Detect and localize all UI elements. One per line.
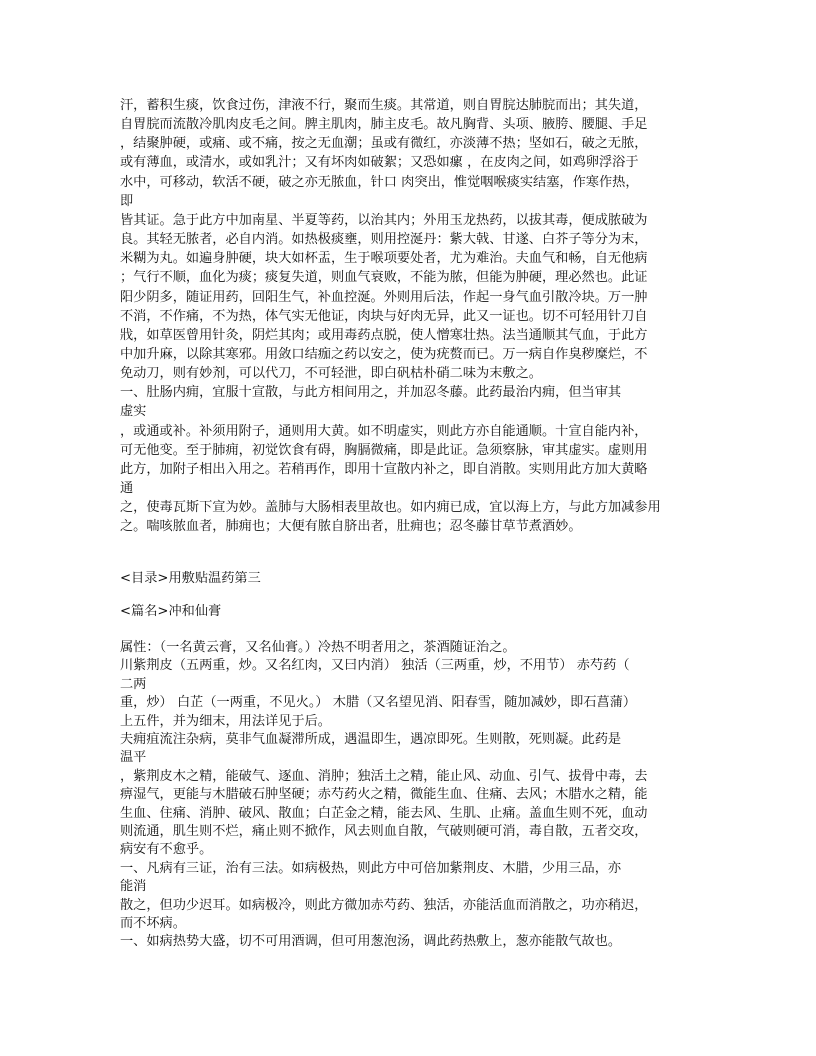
text-line: 米糊为丸。如遍身肿硬，块大如杯盂，生于喉项要处者，尤为难治。夫血气和畅，自无他病	[120, 251, 648, 267]
text-line: 阳少阴多，随证用药，回阳生气，补血控涎。外则用后法，作起一身气血引散冷块。万一肿	[120, 289, 648, 305]
text-line: 散之，但功少迟耳。如病极冷，则此方微加赤芍药、独活，亦能活血而消散之，功亦稍迟，	[120, 897, 648, 913]
text-line: 一、肚肠内痈，宜服十宣散，与此方相间用之，并加忍冬藤。此药最治内痈，但当审其	[120, 385, 622, 401]
text-line: 自胃脘而流散冷肌肉皮毛之间。脾主肌肉，肺主皮毛。故凡胸背、头项、腋胯、腰腿、手足	[120, 117, 648, 133]
text-line: 上五件，并为细末，用法详见于后。	[120, 713, 331, 729]
text-line: 免动刀，则有妙剂，可以代刀，不可轻泄，即白矾枯朴硝二味为末敷之。	[120, 366, 542, 382]
text-line: 虚实	[120, 404, 147, 420]
text-line: 汗，蓄积生痰，饮食过伤，津液不行，聚而生痰。其常道，则自胃脘达肺脘而出；其失道，	[120, 98, 648, 113]
text-line: 夫痈疽流注杂病，莫非气血凝滞所成，遇温即生，遇凉即死。生则散，死则凝。此药是	[120, 732, 622, 747]
text-line: 可无他变。至于肺痈，初觉饮食有碍，胸膈微痛，即是此证。急须察脉，审其虚实。虚则用	[120, 442, 648, 458]
catalog-heading: <目录>用敷贴温药第三	[120, 571, 261, 586]
text-line: ，或通或补。补须用附子，通则用大黄。如不明虚实，则此方亦自能通顺。十宣自能内补，	[120, 423, 648, 439]
text-line: ，紫荆皮木之精，能破气、逐血、消肿；独活土之精，能止风、动血、引气、拔骨中毒，去	[120, 768, 648, 784]
text-line: 通	[120, 481, 134, 496]
text-line: 良。其轻无脓者，必自内消。如热极痰壅，则用控涎丹：紫大戟、甘遂、白芥子等分为末，	[120, 232, 648, 248]
text-line: 能消	[120, 879, 147, 895]
text-line: 之，使毒瓦斯下宣为妙。盖肺与大肠相表里故也。如内痈已成，宜以海上方，与此方加减参用	[120, 500, 661, 516]
text-line: 一、凡病有三证，治有三法。如病极热，则此方中可倍加紫荆皮、木腊，少用三品，亦	[120, 860, 622, 876]
text-line: 而不坏病。	[120, 916, 186, 931]
text-line: 一、如病热势大盛，切不可用酒调，但可用葱泡汤，调此药热敷上，葱亦能散气故也。	[120, 934, 622, 950]
text-line: ，结聚肿硬，或痛、或不痛，按之无血潮；虽或有微红，亦淡薄不热；坚如石，破之无脓，	[120, 136, 648, 152]
text-line: 病安有不愈乎。	[120, 842, 213, 858]
text-line: 川紫荆皮（五两重，炒。又名红肉，又曰内消） 独活（三两重，炒，不用节） 赤芍药（	[120, 658, 630, 674]
text-line: 生血、住痛、消肿、破风、散血；白芷金之精，能去风、生肌、止痛。盖血生则不死，血动	[120, 805, 648, 821]
text-line: ；气行不顺，血化为痰；痰复失道，则血气衰败，不能为脓，但能为肿硬，理必然也。此证	[120, 270, 648, 286]
text-line: 温平	[120, 750, 147, 766]
chapter-heading: <篇名>冲和仙膏	[120, 604, 222, 619]
text-line: 或有薄血，或清水，或如乳汁；又有坏肉如破絮；又恐如瘰 ，在皮肉之间，如鸡卵浮浴于	[120, 155, 639, 171]
text-line: 不消，不作痛，不为热，体气实无他证，肉块与好肉无异，此又一证也。切不可轻用针刀自	[120, 308, 648, 324]
text-line: 重，炒） 白芷（一两重，不见火。） 木腊（又名望见消、阳春雪，随加减妙，即石菖蒲）	[120, 695, 637, 711]
text-line: 中加升麻，以除其寒邪。用敛口结痂之药以安之，使为疣赘而已。万一病自作臭秽糜烂，不	[120, 346, 648, 362]
text-line: 之。喘咳脓血者，肺痈也；大便有脓自脐出者，肚痈也；忍冬藤甘草节煮酒妙。	[120, 519, 582, 535]
text-line: 二两	[120, 676, 147, 692]
text-line: 则流通，肌生则不烂，痛止则不掀作，风去则血自散，气破则硬可消，毒自散，五者交攻，	[120, 824, 648, 839]
text-line: 皆其证。急于此方中加南星、半夏等药，以治其内；外用玉龙热药，以拔其毒，便成脓破为	[120, 212, 648, 228]
text-line: 即	[120, 193, 134, 209]
text-line: 属性：（一名黄云膏，又名仙膏。）冷热不明者用之，茶酒随证治之。	[120, 640, 516, 655]
text-line: 戕，如草医曾用针灸，阴烂其肉；或用毒药点脱，使人憎寒壮热。法当通顺其气血，于此方	[120, 327, 648, 343]
text-line: 痹湿气，更能与木腊破石肿坚硬；赤芍药火之精，微能生血、住痛、去风；木腊水之精，能	[120, 787, 648, 803]
text-line: 水中，可移动，软活不硬，破之亦无脓血，针口 肉突出，惟觉咽喉痰实结塞，作寒作热，	[120, 174, 639, 190]
text-line: 此方，加附子相出入用之。若稍再作，即用十宣散内补之，即自消散。实则用此方加大黄略	[120, 461, 648, 477]
